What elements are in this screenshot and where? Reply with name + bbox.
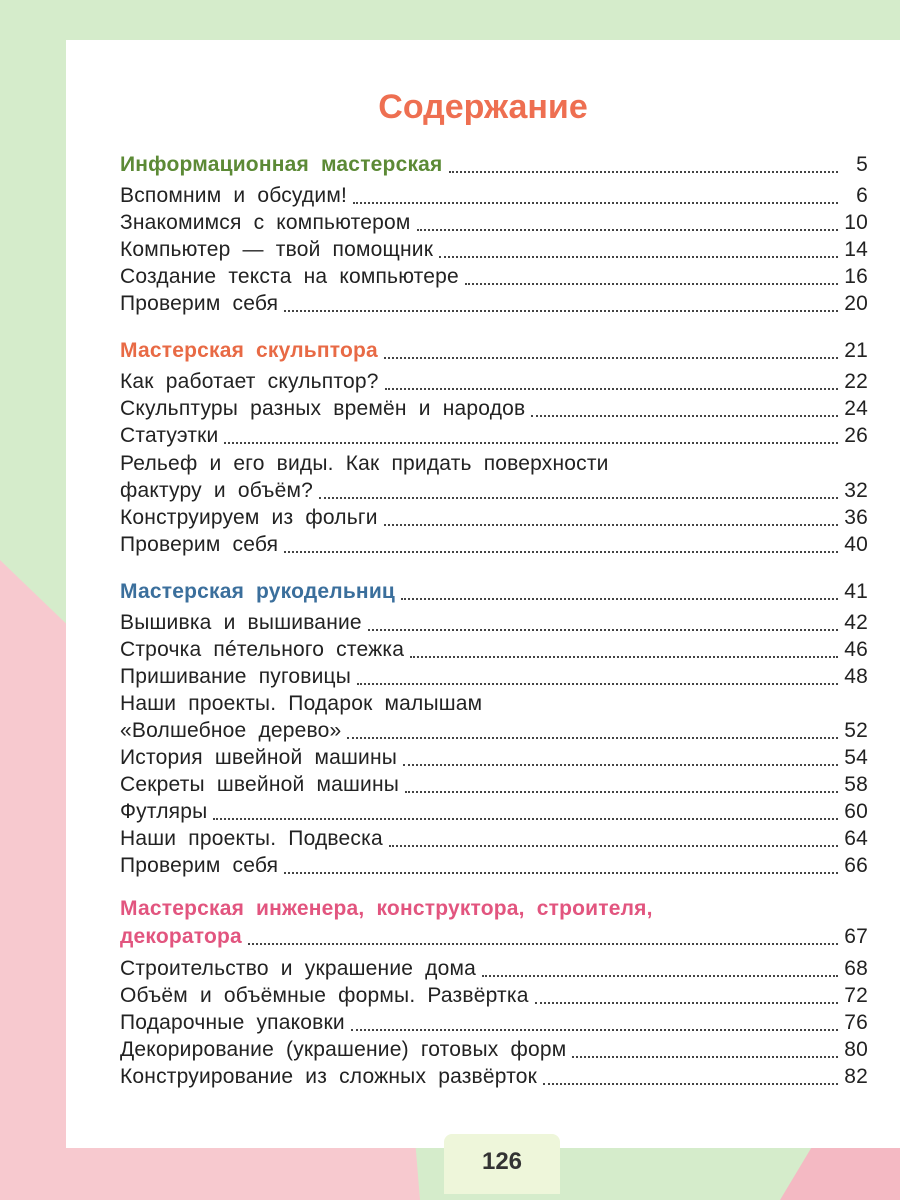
toc-item[interactable]: История швейной машины 54 <box>120 746 868 769</box>
toc-item[interactable]: Секреты швейной машины 58 <box>120 773 868 796</box>
toc-item[interactable]: Подарочные упаковки 76 <box>120 1011 868 1034</box>
toc-item[interactable]: Компьютер — твой помощник 14 <box>120 238 868 261</box>
toc-section-heading[interactable]: Информационная мастерская 5 <box>120 153 868 176</box>
toc-section-heading[interactable]: Мастерская рукодельниц 41 <box>120 580 868 603</box>
toc-item[interactable]: Скульптуры разных времён и народов 24 <box>120 397 868 420</box>
page-number: 126 <box>444 1134 560 1194</box>
page-title: Содержание <box>378 88 588 126</box>
toc-item[interactable]: Проверим себя 66 <box>120 854 868 877</box>
toc-item[interactable]: фактуру и объём? 32 <box>120 479 868 502</box>
toc-item[interactable]: Вспомним и обсудим! 6 <box>120 184 868 207</box>
toc-item[interactable]: «Волшебное дерево» 52 <box>120 719 868 742</box>
toc-item[interactable]: Как работает скульптор? 22 <box>120 370 868 393</box>
toc-item[interactable]: Футляры 60 <box>120 800 868 823</box>
toc-section-heading[interactable]: Мастерская скульптора 21 <box>120 339 868 362</box>
toc-item[interactable]: Рельеф и его виды. Как придать поверхности <box>120 452 609 475</box>
toc-item[interactable]: Вышивка и вышивание 42 <box>120 611 868 634</box>
toc-item[interactable]: Строчка пéтельного стежка 46 <box>120 638 868 661</box>
toc-item[interactable]: Статуэтки 26 <box>120 424 868 447</box>
toc-item[interactable]: Декорирование (украшение) готовых форм 80 <box>120 1038 868 1061</box>
toc-item[interactable]: Строительство и украшение дома 68 <box>120 957 868 980</box>
toc-item[interactable]: Проверим себя 40 <box>120 533 868 556</box>
toc-item[interactable]: Пришивание пуговицы 48 <box>120 665 868 688</box>
toc-item[interactable]: Наши проекты. Подвеска 64 <box>120 827 868 850</box>
toc-item[interactable]: Проверим себя 20 <box>120 292 868 315</box>
toc-item[interactable]: Создание текста на компьютере 16 <box>120 265 868 288</box>
toc-item[interactable]: Знакомимся с компьютером 10 <box>120 211 868 234</box>
toc-item[interactable]: Конструирование из сложных развёрток 82 <box>120 1065 868 1088</box>
toc-section-heading-continued[interactable]: декоратора 67 <box>120 925 868 948</box>
toc-section-heading[interactable]: Мастерская инженера, конструктора, строителя, <box>120 897 653 920</box>
toc-item[interactable]: Конструируем из фольги 36 <box>120 506 868 529</box>
toc-item[interactable]: Объём и объёмные формы. Развёртка 72 <box>120 984 868 1007</box>
toc-item[interactable]: Наши проекты. Подарок малышам <box>120 692 483 715</box>
